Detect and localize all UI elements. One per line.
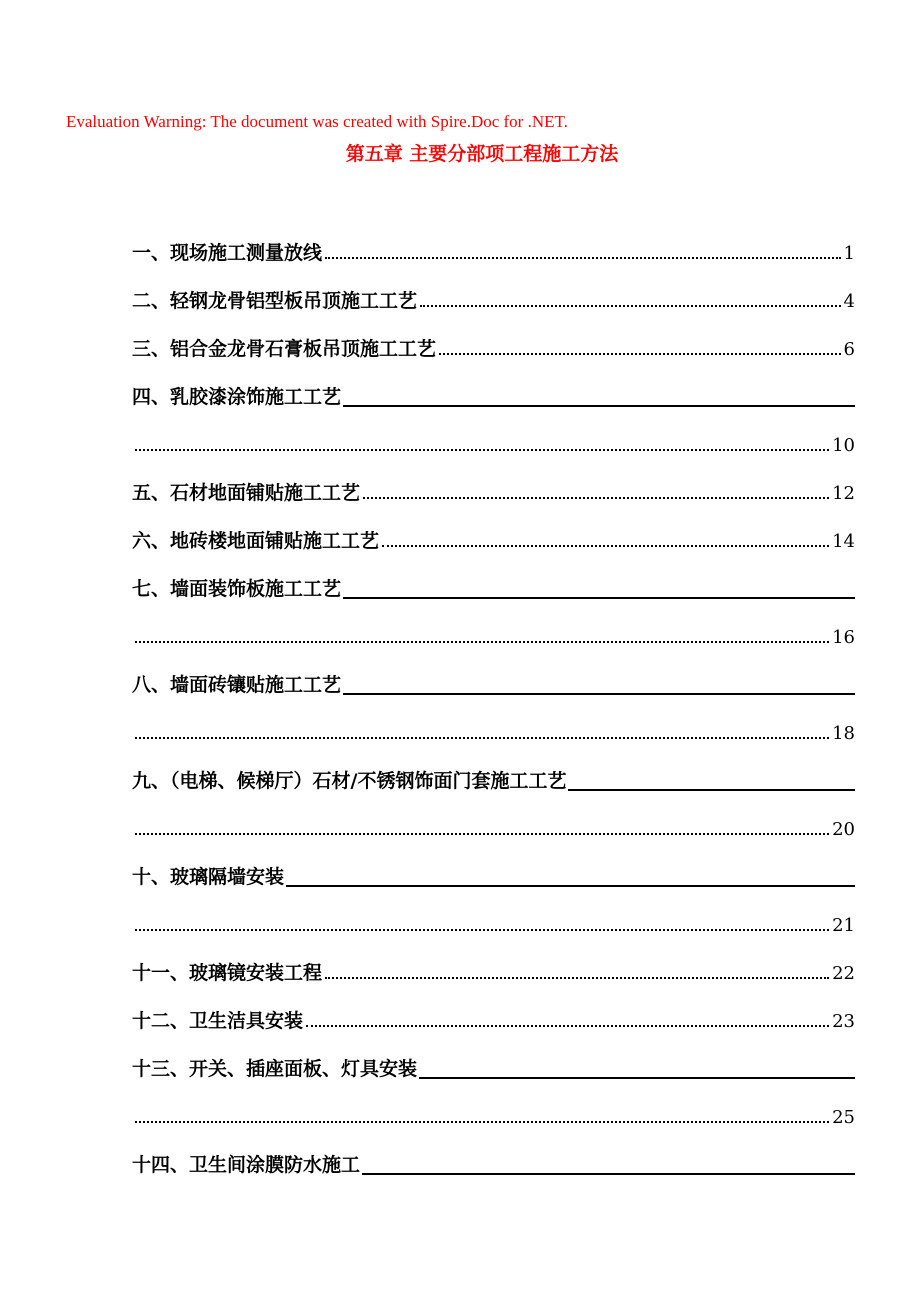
dot-leader (135, 833, 829, 835)
toc-entry-continuation[interactable] (132, 1103, 855, 1129)
toc-entry-label: 二、轻钢龙骨铝型板吊顶施工工艺 (132, 290, 418, 312)
toc-entry-label: 四、乳胶漆涂饰施工工艺 (132, 386, 342, 408)
toc-page-number: 23 (832, 1011, 855, 1032)
toc-entry[interactable] (132, 1007, 855, 1033)
toc-entry-label: 六、地砖楼地面铺贴施工工艺 (132, 530, 380, 552)
dot-leader (135, 737, 829, 739)
toc-page-number: 25 (832, 1107, 855, 1128)
toc-entry-continuation[interactable] (132, 431, 855, 457)
toc-entry[interactable] (132, 863, 855, 889)
dot-leader (325, 977, 829, 979)
toc-entry-label: 八、墙面砖镶贴施工工艺 (132, 674, 342, 696)
dot-leader (135, 929, 829, 931)
toc-entry-label: 五、石材地面铺贴施工工艺 (132, 482, 361, 504)
dot-leader (439, 353, 841, 355)
toc-entry[interactable] (132, 767, 855, 793)
toc-page-number: 1 (843, 243, 855, 264)
toc-page-number: 4 (843, 291, 855, 312)
toc-entry-label: 三、铝合金龙骨石膏板吊顶施工工艺 (132, 338, 437, 360)
solid-leader (286, 885, 855, 887)
evaluation-warning: Evaluation Warning: The document was created with Spire.Doc for .NET. (66, 112, 568, 131)
toc-page-number: 10 (832, 435, 855, 456)
toc-page-number: 14 (832, 531, 855, 552)
solid-leader (343, 405, 855, 407)
toc-page-number: 20 (832, 819, 855, 840)
toc-entry[interactable] (132, 575, 855, 601)
toc-entry-continuation[interactable] (132, 911, 855, 937)
toc-entry[interactable] (132, 383, 855, 409)
toc-entry-label: 十四、卫生间涂膜防水施工 (132, 1154, 361, 1176)
toc-page-number: 16 (832, 627, 855, 648)
toc-entry[interactable] (132, 335, 855, 361)
toc-page-number: 21 (832, 915, 855, 936)
dot-leader (363, 497, 829, 499)
toc-entry-label: 十、玻璃隔墙安装 (132, 866, 285, 888)
solid-leader (343, 693, 855, 695)
toc-entry-label: 七、墙面装饰板施工工艺 (132, 578, 342, 600)
toc-entry-label: 一、现场施工测量放线 (132, 242, 323, 264)
toc-entry[interactable] (132, 959, 855, 985)
toc-entry-label: 十二、卫生洁具安装 (132, 1010, 304, 1032)
dot-leader (135, 449, 829, 451)
toc-entry-continuation[interactable] (132, 623, 855, 649)
chapter-title: 第五章 主要分部项工程施工方法 (345, 143, 619, 165)
toc-entry[interactable] (132, 527, 855, 553)
toc-entry[interactable] (132, 1055, 855, 1081)
toc-page-number: 6 (843, 339, 855, 360)
solid-leader (568, 789, 855, 791)
solid-leader (362, 1173, 855, 1175)
dot-leader (382, 545, 829, 547)
toc-entry-label: 十三、开关、插座面板、灯具安装 (132, 1058, 418, 1080)
toc-page-number: 12 (832, 483, 855, 504)
toc-entry-label: 十一、玻璃镜安装工程 (132, 962, 323, 984)
toc-page-number: 18 (832, 723, 855, 744)
toc-entry-continuation[interactable] (132, 815, 855, 841)
dot-leader (325, 257, 841, 259)
toc-entry[interactable] (132, 479, 855, 505)
dot-leader (306, 1025, 829, 1027)
toc-entry[interactable] (132, 671, 855, 697)
toc-entry-label: 九、（电梯、候梯厅）石材/不锈钢饰面门套施工工艺 (132, 770, 567, 792)
solid-leader (419, 1077, 855, 1079)
solid-leader (343, 597, 855, 599)
toc-entry[interactable] (132, 1151, 855, 1177)
toc-entry[interactable] (132, 287, 855, 313)
dot-leader (420, 305, 841, 307)
dot-leader (135, 641, 829, 643)
toc-entry[interactable] (132, 239, 855, 265)
toc-entry-continuation[interactable] (132, 719, 855, 745)
toc-page-number: 22 (832, 963, 855, 984)
dot-leader (135, 1121, 829, 1123)
